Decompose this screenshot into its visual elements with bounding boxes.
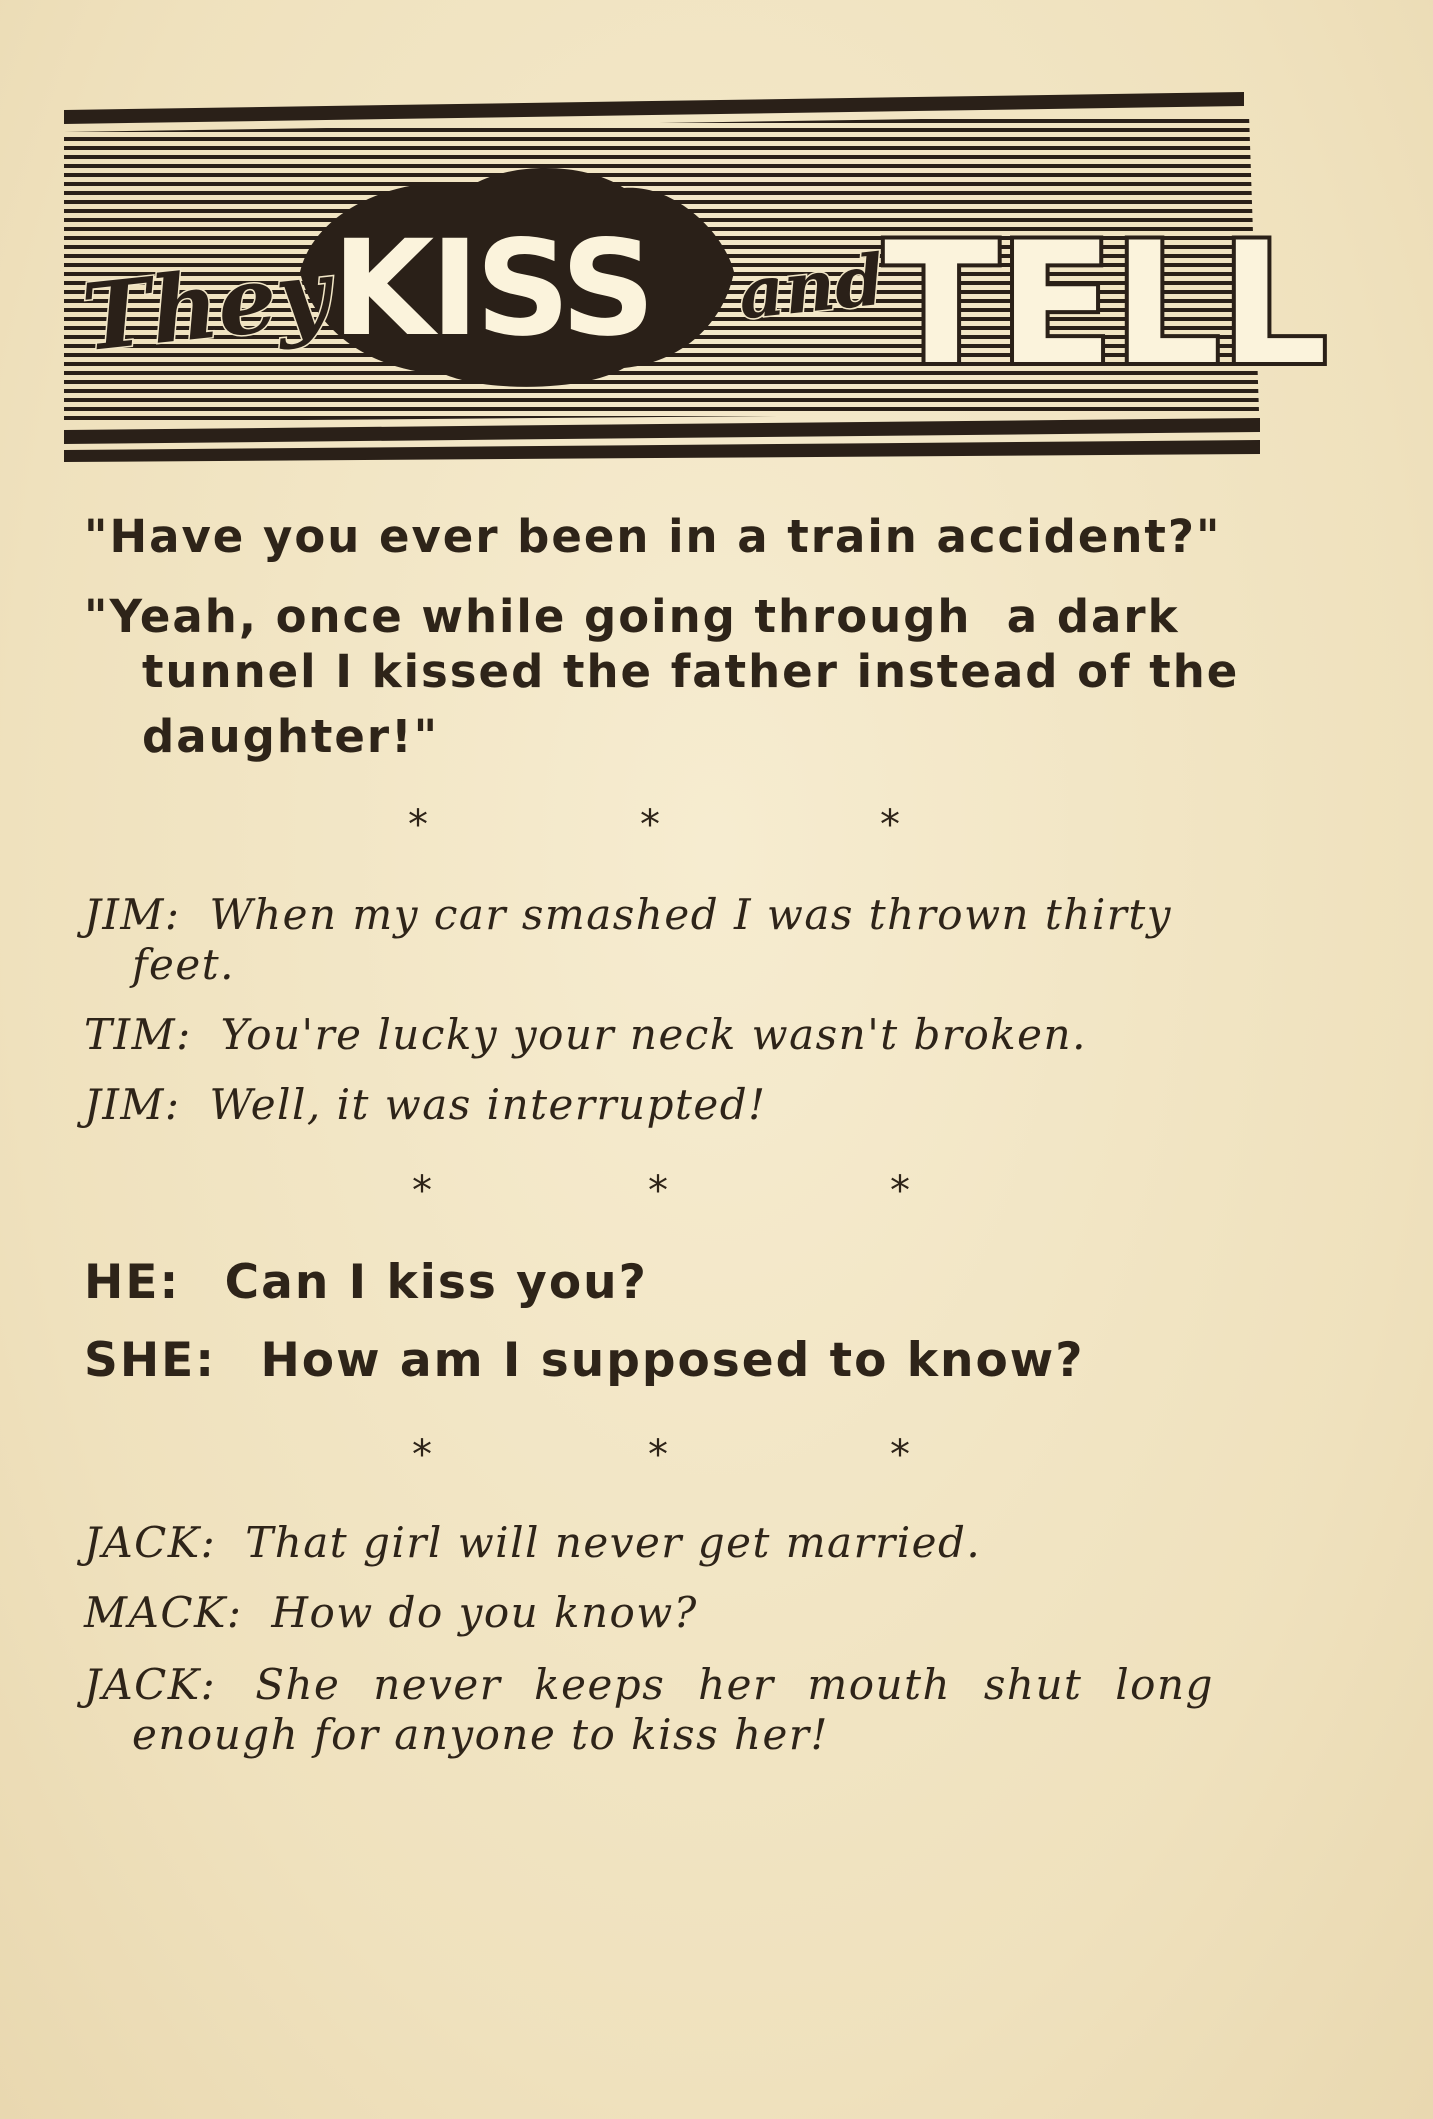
dialogue-text: She never keeps her mouth shut long bbox=[255, 1660, 1214, 1709]
joke1-question: "Have you ever been in a train accident?" bbox=[84, 510, 1222, 563]
separator-star: * bbox=[412, 1168, 432, 1214]
title-banner bbox=[64, 92, 1328, 462]
separator-star: * bbox=[890, 1432, 910, 1478]
joke3-line1 bbox=[84, 1255, 648, 1310]
banner-graphic bbox=[64, 92, 1328, 462]
dialogue-text: How do you know? bbox=[271, 1588, 698, 1637]
joke3-line2 bbox=[84, 1333, 1084, 1388]
banner-word-kiss: KISS bbox=[332, 212, 652, 366]
speaker-label: JACK: bbox=[84, 1518, 217, 1567]
joke4-line3-cont: enough for anyone to kiss her! bbox=[132, 1710, 829, 1759]
speaker-label: TIM: bbox=[84, 1010, 192, 1059]
joke2-line2 bbox=[84, 1010, 1087, 1059]
speaker-label: JIM: bbox=[84, 1080, 181, 1129]
separator-star: * bbox=[412, 1432, 432, 1478]
banner-word-and: and bbox=[734, 237, 888, 336]
separator-star: * bbox=[880, 802, 900, 848]
dialogue-text: When my car smashed I was thrown thirty bbox=[209, 890, 1172, 939]
speaker-label: MACK: bbox=[84, 1588, 243, 1637]
speaker-label: HE: bbox=[84, 1255, 181, 1310]
dialogue-text: How am I supposed to know? bbox=[260, 1333, 1085, 1388]
joke4-line3 bbox=[84, 1660, 1214, 1709]
dialogue-text: You're lucky your neck wasn't broken. bbox=[220, 1010, 1087, 1059]
joke2-line1-cont: feet. bbox=[132, 940, 235, 989]
banner-word-they: They bbox=[77, 238, 335, 373]
dialogue-text: Well, it was interrupted! bbox=[209, 1080, 767, 1129]
separator-star: * bbox=[890, 1168, 910, 1214]
speaker-label: JACK: bbox=[84, 1660, 217, 1709]
separator-star: * bbox=[408, 802, 428, 848]
joke1-answer-line3: daughter!" bbox=[142, 710, 440, 763]
joke1-answer-line1: "Yeah, once while going through a dark bbox=[84, 590, 1180, 643]
separator-star: * bbox=[640, 802, 660, 848]
speaker-label: SHE: bbox=[84, 1333, 217, 1388]
separator-star: * bbox=[648, 1432, 668, 1478]
joke2-line3 bbox=[84, 1080, 766, 1129]
joke4-line1 bbox=[84, 1518, 981, 1567]
dialogue-text: Can I kiss you? bbox=[224, 1255, 648, 1310]
joke4-line2 bbox=[84, 1588, 698, 1637]
banner-word-tell: TELL bbox=[884, 206, 1328, 402]
speaker-label: JIM: bbox=[84, 890, 181, 939]
separator-star: * bbox=[648, 1168, 668, 1214]
dialogue-text: That girl will never get married. bbox=[245, 1518, 982, 1567]
joke2-line1 bbox=[84, 890, 1172, 939]
joke1-answer-line2: tunnel I kissed the father instead of the bbox=[142, 645, 1240, 698]
